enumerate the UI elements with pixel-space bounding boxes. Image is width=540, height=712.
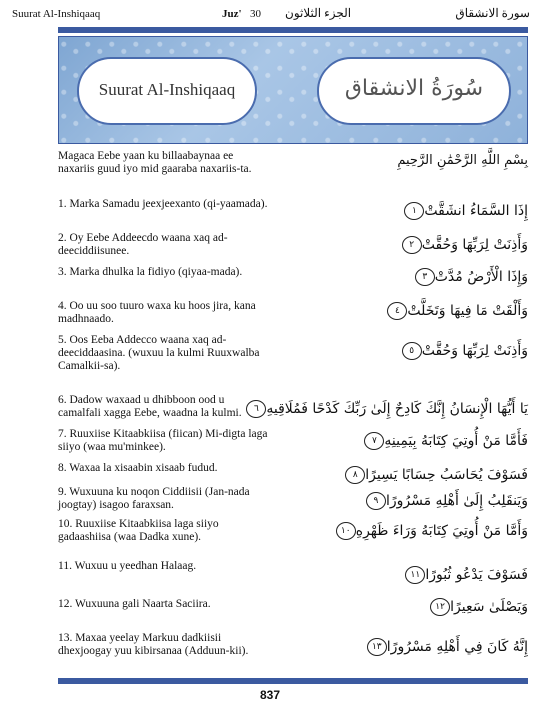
banner-title: Suurat Al-Inshiqaaq bbox=[98, 80, 236, 99]
verse-translation: 7. Ruuxiise Kitaabkiisa (fiican) Mi-digta laga siiyo (waa mu'minkee). bbox=[58, 428, 268, 453]
verse-number-ornament: ١٠ bbox=[336, 522, 356, 540]
verse-arabic-text: وَأَلْقَتْ مَا فِيهَا وَتَخَلَّتْ bbox=[407, 303, 528, 319]
verse-arabic-text: فَسَوْفَ يُحَاسَبُ حِسَابًا يَسِيرًا bbox=[365, 467, 528, 483]
verse-arabic bbox=[363, 638, 528, 656]
header-juz-number: 30 bbox=[250, 8, 261, 20]
verse-translation: 11. Wuxuu u yeedhan Halaag. bbox=[58, 560, 197, 572]
verse-translation: 8. Waxaa la xisaabin xisaab fudud. bbox=[58, 462, 218, 474]
verse-number-ornament: ٢ bbox=[402, 236, 422, 254]
verse-arabic-text: فَأَمَّا مَنْ أُوتِيَ كِتَابَهُ بِيَمِينِهِ bbox=[384, 433, 528, 449]
intro-text: Magaca Eebe yaan ku billaabaynaa ee naxariis guud iyo mid gaaraba naxariis-ta. bbox=[58, 150, 252, 175]
verse-number-ornament: ٣ bbox=[415, 268, 435, 286]
verse-number-ornament: ٨ bbox=[345, 466, 365, 484]
page-header bbox=[0, 6, 540, 24]
verse-translation: 2. Oy Eebe Addeecdo waana xaq ad-deeciddiisunee. bbox=[58, 232, 228, 257]
verse-arabic bbox=[362, 492, 528, 510]
verse-arabic-text: إِنَّهُ كَانَ فِي أَهْلِهِ مَسْرُورًا bbox=[386, 639, 528, 655]
header-surah-name: Suurat Al-Inshiqaaq bbox=[12, 8, 101, 20]
verse-number-ornament: ١١ bbox=[405, 566, 425, 584]
top-rule bbox=[58, 27, 528, 33]
banner-title-arabic: سُورَةُ الانشقاق bbox=[344, 76, 484, 101]
verse-number-ornament: ٧ bbox=[364, 432, 384, 450]
surah-banner bbox=[58, 36, 528, 144]
basmala: بِسْمِ اللَّهِ الرَّحْمَٰنِ الرَّحِيمِ bbox=[397, 153, 528, 168]
verse-translation: 3. Marka dhulka la fidiyo (qiyaa-mada). bbox=[58, 266, 243, 278]
verse-arabic bbox=[360, 432, 528, 450]
verse-translation: 10. Ruuxiise Kitaabkiisa laga siiyo gadaashiisa (waa Dadka xune). bbox=[58, 518, 219, 543]
verse-arabic-text: وَإِذَا الْأَرْضُ مُدَّتْ bbox=[434, 269, 528, 285]
verse-arabic bbox=[332, 522, 528, 540]
verse-number-ornament: ٦ bbox=[246, 400, 266, 418]
verse-arabic bbox=[398, 236, 528, 254]
verse-translation: 1. Marka Samadu jeexjeexanto (qi-yaamada). bbox=[58, 198, 268, 210]
verse-arabic-text: وَأَذِنَتْ لِرَبِّهَا وَحُقَّتْ bbox=[421, 237, 528, 253]
verse-number-ornament: ٤ bbox=[387, 302, 407, 320]
verse-arabic-text: وَيَصْلَىٰ سَعِيرًا bbox=[450, 599, 528, 615]
verse-arabic bbox=[400, 202, 528, 220]
verse-translation: 9. Wuxuuna ku noqon Ciddiisii (Jan-nada joogtay) isagoo faraxsan. bbox=[58, 486, 250, 511]
page-number: 837 bbox=[259, 688, 281, 702]
verse-arabic-text: يَا أَيُّهَا الْإِنسَانُ إِنَّكَ كَادِحٌ إِلَىٰ رَبِّكَ كَدْحًا فَمُلَاقِيهِ bbox=[266, 401, 528, 417]
verse-arabic-text: فَسَوْفَ يَدْعُو ثُبُورًا bbox=[425, 567, 528, 583]
header-juz-arabic: الجزء الثلاثون bbox=[285, 6, 352, 20]
verse-arabic bbox=[383, 302, 528, 320]
verse-number-ornament: ٩ bbox=[366, 492, 386, 510]
verse-arabic bbox=[341, 466, 528, 484]
verse-arabic-text: إِذَا السَّمَاءُ انشَقَّتْ bbox=[424, 203, 528, 219]
verse-number-ornament: ٥ bbox=[402, 342, 422, 360]
banner-cartouche-arabic bbox=[317, 57, 511, 125]
verse-arabic bbox=[426, 598, 528, 616]
verse-arabic bbox=[401, 566, 528, 584]
verse-translation: 5. Oos Eeba Addecco waana xaq ad-deeciddaasina. (wuxuu la kulmi Ruuxwalba Camalkii-sa). bbox=[58, 334, 260, 372]
verse-number-ornament: ١ bbox=[404, 202, 424, 220]
verse-translation: 13. Maxaa yeelay Markuu dadkiisii dhexjoogay yuu kibirsanaa (Adduun-kii). bbox=[58, 632, 249, 657]
verse-translation: 12. Wuxuuna gali Naarta Saciira. bbox=[58, 598, 211, 610]
verse-translation: 6. Dadow waxaad u dhibboon ood u camalfali xagga Eebe, waadna la kulmi. bbox=[58, 394, 242, 419]
verse-arabic-text: وَأَذِنَتْ لِرَبِّهَا وَحُقَّتْ bbox=[421, 343, 528, 359]
banner-cartouche-latin bbox=[77, 57, 257, 125]
verse-arabic-text: وَأَمَّا مَنْ أُوتِيَ كِتَابَهُ وَرَاءَ ظَهْرِهِ bbox=[355, 523, 528, 539]
verse-arabic bbox=[398, 342, 528, 360]
verse-arabic bbox=[242, 400, 528, 418]
verse-arabic-text: وَيَنقَلِبُ إِلَىٰ أَهْلِهِ مَسْرُورًا bbox=[385, 493, 528, 509]
verse-number-ornament: ١٢ bbox=[430, 598, 450, 616]
bottom-rule bbox=[58, 678, 528, 684]
header-juz-label: Juz' bbox=[222, 8, 242, 20]
verse-arabic bbox=[411, 268, 528, 286]
header-surah-arabic: سورة الانشقاق bbox=[455, 6, 530, 20]
verse-translation: 4. Oo uu soo tuuro waxa ku hoos jira, kana madhnaado. bbox=[58, 300, 256, 325]
verse-number-ornament: ١٣ bbox=[367, 638, 387, 656]
